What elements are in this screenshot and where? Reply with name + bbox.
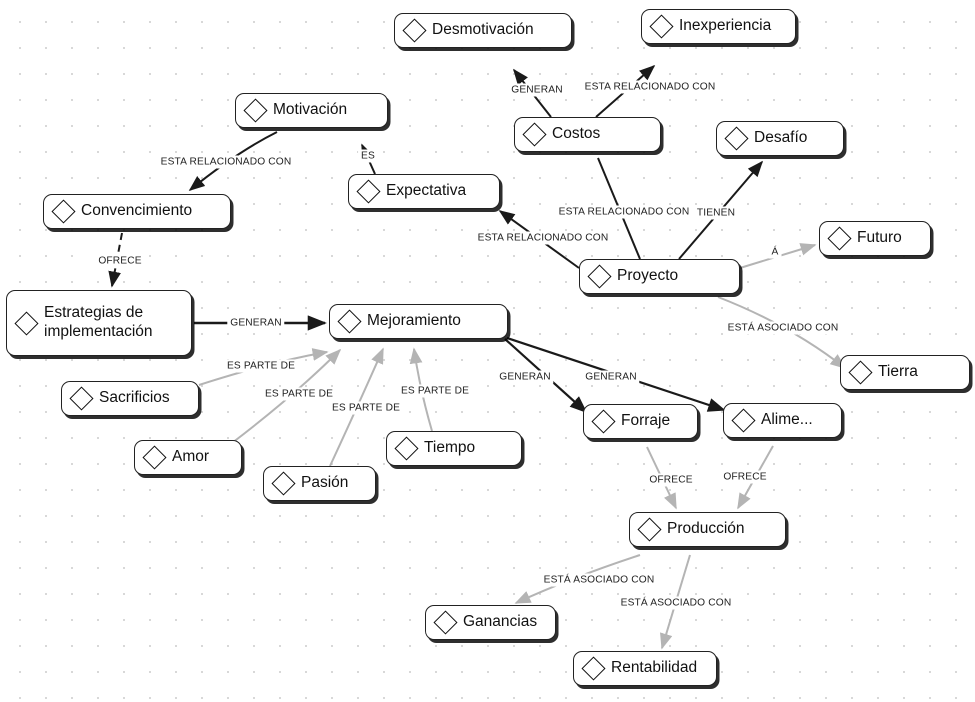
- diamond-icon: [637, 517, 661, 541]
- diamond-icon: [69, 386, 93, 410]
- node-label: Forraje: [621, 412, 671, 429]
- node-label: Expectativa: [386, 182, 467, 199]
- node-rentabilidad[interactable]: [573, 651, 717, 686]
- node-label: Rentabilidad: [611, 659, 698, 676]
- node-label: Proyecto: [617, 267, 679, 284]
- diamond-icon: [356, 179, 380, 203]
- edge-label-relacionado-inexperiencia: ESTA RELACIONADO CON: [582, 81, 719, 94]
- diamond-icon: [337, 309, 361, 333]
- diamond-icon: [271, 471, 295, 495]
- node-ganancias[interactable]: [425, 605, 556, 640]
- edge-label-generan-forraje: GENERAN: [496, 371, 553, 384]
- diamond-icon: [731, 408, 755, 432]
- node-label: Desafío: [754, 129, 808, 146]
- node-label: Pasión: [301, 474, 349, 491]
- edge-label-generan-estrategias: GENERAN: [227, 317, 284, 330]
- node-mejoramiento[interactable]: [329, 304, 508, 339]
- edge-label-parte-sacrificios: ES PARTE DE: [224, 360, 298, 373]
- edge-label-parte-amor: ES PARTE DE: [262, 388, 336, 401]
- node-label: Motivación: [273, 101, 348, 118]
- diamond-icon: [243, 98, 267, 122]
- edge-label-asociado-rentabilidad: ESTÁ ASOCIADO CON: [618, 597, 735, 610]
- node-label: Amor: [172, 448, 210, 465]
- diamond-icon: [394, 436, 418, 460]
- edge-label-a-futuro: Á: [769, 246, 782, 259]
- node-convencimiento[interactable]: [43, 194, 231, 229]
- node-label: Inexperiencia: [679, 17, 772, 34]
- node-label: Futuro: [857, 229, 902, 246]
- edge-label-relacionado-convencimiento: ESTA RELACIONADO CON: [158, 156, 295, 169]
- node-label: Estrategias de implementación: [44, 304, 153, 340]
- diamond-icon: [649, 14, 673, 38]
- diamond-icon: [581, 656, 605, 680]
- edge-label-es: ES: [358, 150, 378, 163]
- node-costos[interactable]: [514, 117, 661, 152]
- node-inexperiencia[interactable]: [641, 9, 796, 44]
- edge-label-ofrece-convencimiento: OFRECE: [95, 255, 144, 268]
- diamond-icon: [433, 610, 457, 634]
- node-sacrificios[interactable]: [61, 381, 199, 416]
- node-alimentacion[interactable]: [723, 403, 842, 438]
- node-label: Mejoramiento: [367, 312, 461, 329]
- diamond-icon: [724, 126, 748, 150]
- diamond-icon: [848, 360, 872, 384]
- edge-label-generan-alimentacion: GENERAN: [582, 371, 639, 384]
- diamond-icon: [522, 122, 546, 146]
- node-amor[interactable]: [134, 440, 242, 475]
- edge-label-tienen: TIENEN: [694, 207, 738, 220]
- diamond-icon: [587, 264, 611, 288]
- diamond-icon: [402, 18, 426, 42]
- diamond-icon: [827, 226, 851, 250]
- edge-label-ofrece-alimentacion: OFRECE: [720, 471, 769, 484]
- diamond-icon: [591, 409, 615, 433]
- node-desafio[interactable]: [716, 121, 844, 156]
- edge-label-relacionado-costos: ESTA RELACIONADO CON: [556, 206, 693, 219]
- node-label: Costos: [552, 125, 601, 142]
- node-desmotivacion[interactable]: [394, 13, 572, 48]
- node-tierra[interactable]: [840, 355, 970, 390]
- node-futuro[interactable]: [819, 221, 931, 256]
- node-label: Tiempo: [424, 439, 476, 456]
- edge-label-ofrece-forraje: OFRECE: [646, 474, 695, 487]
- node-label: Convencimiento: [81, 202, 193, 219]
- node-proyecto[interactable]: [579, 259, 740, 294]
- diamond-icon: [142, 445, 166, 469]
- edge-label-parte-pasion: ES PARTE DE: [329, 402, 403, 415]
- node-produccion[interactable]: [629, 512, 786, 547]
- node-label: Desmotivación: [432, 21, 534, 38]
- node-forraje[interactable]: [583, 404, 698, 439]
- edge-label-generan-desmotivacion: GENERAN: [508, 84, 565, 97]
- node-motivacion[interactable]: [235, 93, 388, 128]
- node-pasion[interactable]: [263, 466, 376, 501]
- diamond-icon: [51, 199, 75, 223]
- edge-label-asociado-ganancias: ESTÁ ASOCIADO CON: [541, 574, 658, 587]
- node-tiempo[interactable]: [386, 431, 522, 466]
- node-label: Sacrificios: [99, 389, 170, 406]
- node-label: Tierra: [878, 363, 918, 380]
- edge-label-asociado-tierra: ESTÁ ASOCIADO CON: [725, 322, 842, 335]
- edge-label-parte-tiempo: ES PARTE DE: [398, 385, 472, 398]
- diamond-icon: [14, 311, 38, 335]
- node-expectativa[interactable]: [348, 174, 500, 209]
- edge-label-relacionado-expectativa: ESTA RELACIONADO CON: [475, 232, 612, 245]
- node-label: Ganancias: [463, 613, 538, 630]
- node-estrategias-de-implementacion[interactable]: [6, 290, 192, 356]
- node-label: Producción: [667, 520, 745, 537]
- node-label: Alime...: [761, 411, 813, 428]
